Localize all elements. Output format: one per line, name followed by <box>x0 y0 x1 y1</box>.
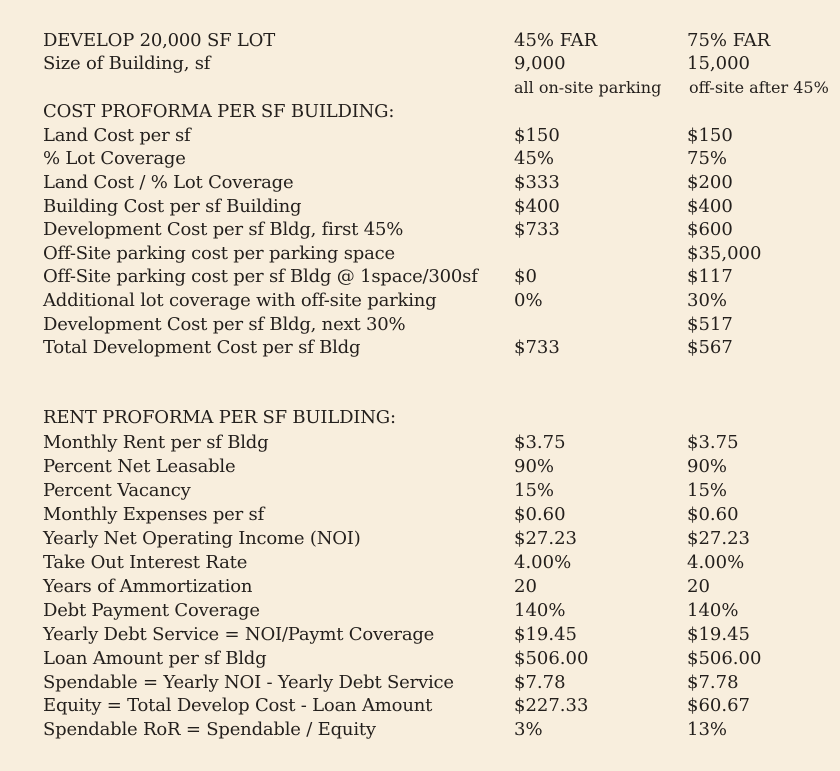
col-75-far-value: $150 <box>687 125 733 146</box>
col-45-far-value: $7.78 <box>514 672 566 693</box>
col-75-far-value: $400 <box>687 196 733 217</box>
table-row <box>0 124 840 148</box>
col-75-far-value: 15% <box>687 480 728 501</box>
table-row <box>0 242 840 266</box>
col-45-far-value: $733 <box>514 219 560 240</box>
row-label: Yearly Net Operating Income (NOI) <box>43 528 361 549</box>
table-row <box>0 623 840 647</box>
col-45-far-value: 140% <box>514 600 566 621</box>
table-row <box>0 455 840 479</box>
row-label: Off-Site parking cost per parking space <box>43 243 395 264</box>
row-label: DEVELOP 20,000 SF LOT <box>43 30 276 51</box>
col-75-far-value: $117 <box>687 266 733 287</box>
row-label: Land Cost per sf <box>43 125 191 146</box>
table-row <box>0 551 840 575</box>
row-label: Monthly Rent per sf Bldg <box>43 432 269 453</box>
col-45-far-value: $0.60 <box>514 504 566 525</box>
col-75-far-value: 90% <box>687 456 728 477</box>
col-45-far-value: $506.00 <box>514 648 589 669</box>
col-45-far-value: 0% <box>514 290 543 311</box>
table-row <box>0 431 840 455</box>
row-label: Building Cost per sf Building <box>43 196 302 217</box>
col-75-far-value: $60.67 <box>687 695 750 716</box>
header-row-parking-note <box>0 76 840 100</box>
col-45-far-value: $27.23 <box>514 528 577 549</box>
col-45-far-value: 45% <box>514 148 555 169</box>
col-45-far-value: 45% FAR <box>514 30 598 51</box>
header-row-develop <box>0 29 840 53</box>
table-row-total <box>0 336 840 360</box>
col-75-far-value: $27.23 <box>687 528 750 549</box>
col-75-far-value: 20 <box>687 576 710 597</box>
col-75-far-value: $35,000 <box>687 243 762 264</box>
row-label: Development Cost per sf Bldg, next 30% <box>43 314 406 335</box>
col-75-far-value: 140% <box>687 600 739 621</box>
table-row <box>0 147 840 171</box>
row-label: Loan Amount per sf Bldg <box>43 648 267 669</box>
col-75-far-value: $600 <box>687 219 733 240</box>
table-row <box>0 694 840 718</box>
table-row <box>0 265 840 289</box>
table-row <box>0 671 840 695</box>
col-75-far-value: $7.78 <box>687 672 739 693</box>
col-75-far-value: $517 <box>687 314 733 335</box>
table-row <box>0 575 840 599</box>
section-title-cost <box>0 100 840 124</box>
col-45-far-value: $150 <box>514 125 560 146</box>
col-45-far-note: all on-site parking <box>514 78 662 97</box>
row-label: Spendable = Yearly NOI - Yearly Debt Service <box>43 672 454 693</box>
section-title-rent <box>0 406 840 430</box>
row-label: Size of Building, sf <box>43 53 211 74</box>
section-title: RENT PROFORMA PER SF BUILDING: <box>43 407 396 428</box>
row-label: Additional lot coverage with off-site parking <box>43 290 437 311</box>
table-row <box>0 599 840 623</box>
header-row-size <box>0 52 840 76</box>
row-label: Take Out Interest Rate <box>43 552 248 573</box>
section-title: COST PROFORMA PER SF BUILDING: <box>43 101 395 122</box>
col-45-far-value: 9,000 <box>514 53 566 74</box>
col-75-far-value: 15,000 <box>687 53 750 74</box>
col-45-far-value: $0 <box>514 266 537 287</box>
col-75-far-value: $3.75 <box>687 432 739 453</box>
col-45-far-value: $227.33 <box>514 695 589 716</box>
col-75-far-value: $506.00 <box>687 648 762 669</box>
col-45-far-value: 3% <box>514 719 543 740</box>
col-45-far-value: 90% <box>514 456 555 477</box>
row-label: % Lot Coverage <box>43 148 186 169</box>
table-row <box>0 503 840 527</box>
row-label: Percent Vacancy <box>43 480 191 501</box>
table-row <box>0 313 840 337</box>
row-label: Years of Ammortization <box>43 576 253 597</box>
col-75-far-value: 75% <box>687 148 728 169</box>
table-row <box>0 289 840 313</box>
row-label: Off-Site parking cost per sf Bldg @ 1space/300sf <box>43 266 478 287</box>
row-label: Percent Net Leasable <box>43 456 236 477</box>
table-row <box>0 171 840 195</box>
row-label: Monthly Expenses per sf <box>43 504 265 525</box>
table-row <box>0 527 840 551</box>
row-label: Debt Payment Coverage <box>43 600 260 621</box>
row-label: Development Cost per sf Bldg, first 45% <box>43 219 404 240</box>
row-label: Equity = Total Develop Cost - Loan Amount <box>43 695 433 716</box>
row-label: Land Cost / % Lot Coverage <box>43 172 294 193</box>
col-45-far-value: 20 <box>514 576 537 597</box>
col-75-far-value: $567 <box>687 337 733 358</box>
col-75-far-value: 75% FAR <box>687 30 771 51</box>
col-45-far-value: 15% <box>514 480 555 501</box>
row-label: Yearly Debt Service = NOI/Paymt Coverage <box>43 624 435 645</box>
col-75-far-value: 4.00% <box>687 552 745 573</box>
table-row <box>0 647 840 671</box>
col-75-far-value: $200 <box>687 172 733 193</box>
table-row <box>0 718 840 742</box>
row-label: Spendable RoR = Spendable / Equity <box>43 719 376 740</box>
table-row <box>0 479 840 503</box>
col-45-far-value: 4.00% <box>514 552 572 573</box>
col-75-far-note: off-site after 45% <box>689 78 829 97</box>
col-75-far-value: $19.45 <box>687 624 750 645</box>
col-45-far-value: $19.45 <box>514 624 577 645</box>
row-label: Total Development Cost per sf Bldg <box>43 337 361 358</box>
table-row <box>0 218 840 242</box>
col-45-far-value: $400 <box>514 196 560 217</box>
table-row <box>0 195 840 219</box>
col-75-far-value: $0.60 <box>687 504 739 525</box>
col-75-far-value: 30% <box>687 290 728 311</box>
col-45-far-value: $733 <box>514 337 560 358</box>
col-45-far-value: $3.75 <box>514 432 566 453</box>
col-45-far-value: $333 <box>514 172 560 193</box>
col-75-far-value: 13% <box>687 719 728 740</box>
